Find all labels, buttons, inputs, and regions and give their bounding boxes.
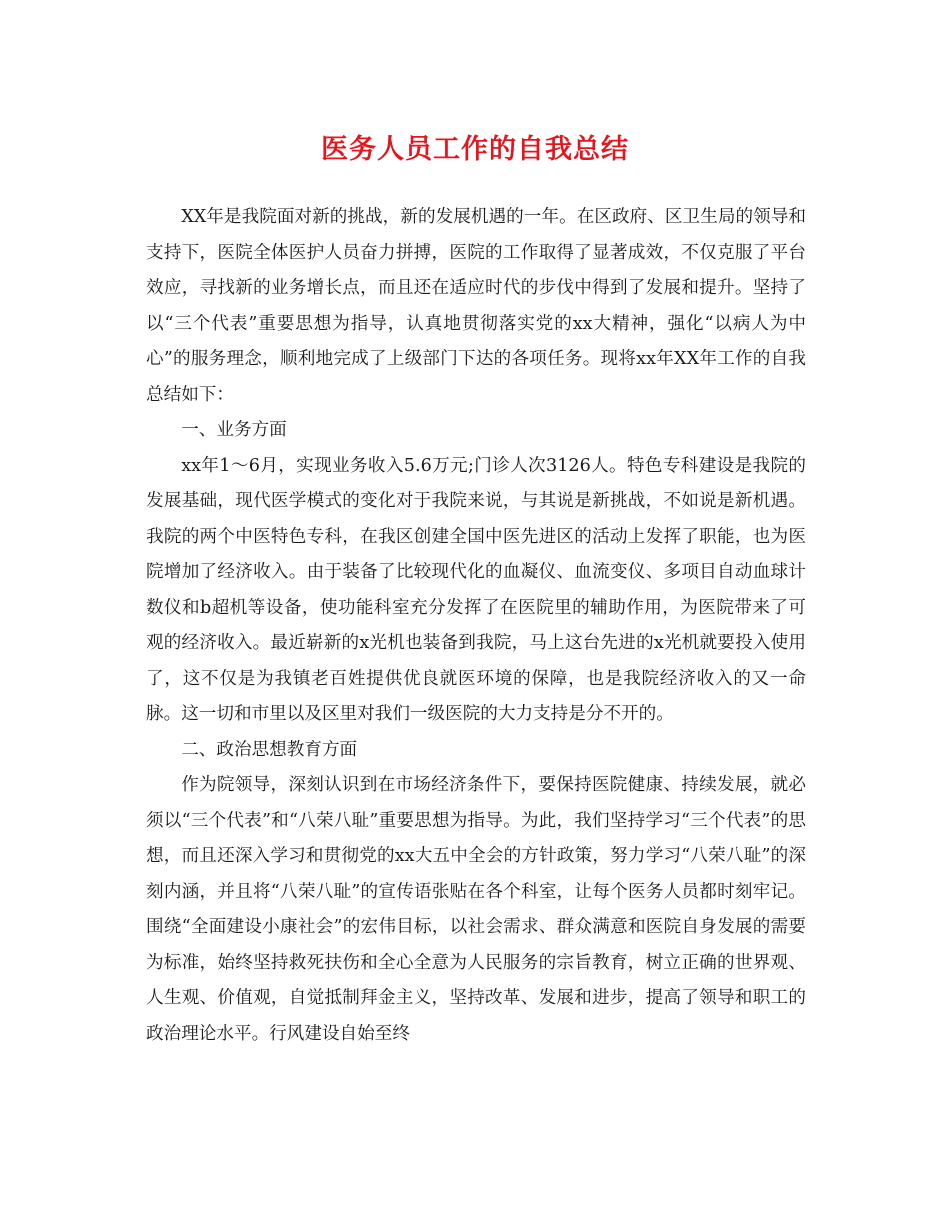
- political-education-paragraph: 作为院领导，深刻认识到在市场经济条件下，要保持医院健康、持续发展，就必须以“三个代表”和“八荣八耻”重要思想为指导。为此，我们坚持学习“三个代表”的思想，而且还深入学习和贯彻党的xx大五中全会的方针政策，努力学习“八荣八耻”的深刻内涵，并且将“八荣八耻”的宣传语张贴在各个科室，让每个医务人员都时刻牢记。围绕“全面建设小康社会”的宏伟目标，以社会需求、群众满意和医院自身发展的需要为标准，始终坚持救死扶伤和全心全意为人民服务的宗旨教育，树立正确的世界观、人生观、价值观，自觉抵制拜金主义，坚持改革、发展和进步，提高了领导和职工的政治理论水平。行风建设自始至终: [146, 775, 806, 1044]
- intro-paragraph: XX年是我院面对新的挑战，新的发展机遇的一年。在区政府、区卫生局的领导和支持下，医院全体医护人员奋力拼搏，医院的工作取得了显著成效，不仅克服了平台效应，寻找新的业务增长点，而且还在适应时代的步伐中得到了发展和提升。坚持了以“三个代表”重要思想为指导，认真地贯彻落实党的xx大精神，强化“以病人为中心”的服务理念，顺利地完成了上级部门下达的各项任务。现将xx年XX年工作的自我总结如下：: [146, 207, 806, 405]
- document-body: [146, 200, 806, 1052]
- section-heading-business: 一、业务方面: [181, 420, 287, 440]
- document-title: 医务人员工作的自我总结: [321, 134, 629, 165]
- business-paragraph: xx年1～6月，实现业务收入5.6万元;门诊人次3126人。特色专科建设是我院的发展基础，现代医学模式的变化对于我院来说，与其说是新挑战，不如说是新机遇。我院的两个中医特色专科，在我区创建全国中医先进区的活动上发挥了职能，也为医院增加了经济收入。由于装备了比较现代化的血凝仪、血流变仪、多项目自动血球计数仪和b超机等设备，使功能科室充分发挥了在医院里的辅助作用，为医院带来了可观的经济收入。最近崭新的x光机也装备到我院，马上这台先进的x光机就要投入使用了，这不仅是为我镇老百姓提供优良就医环境的保障，也是我院经济收入的又一命脉。这一切和市里以及区里对我们一级医院的大力支持是分不开的。: [146, 455, 806, 724]
- section-heading-political-education: 二、政治思想教育方面: [181, 739, 358, 760]
